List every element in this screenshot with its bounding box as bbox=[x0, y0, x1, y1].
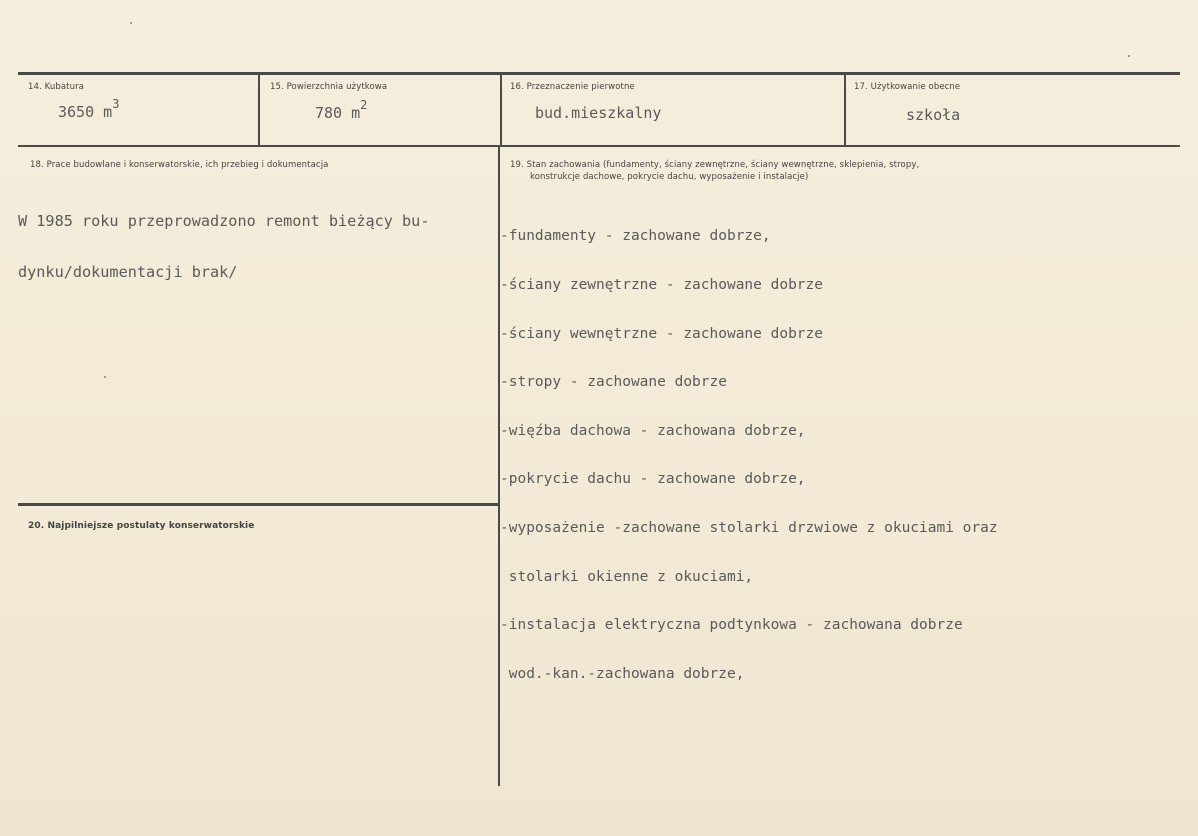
field-18-line: dynku/dokumentacji brak/ bbox=[18, 263, 238, 281]
field-19-line: stolarki okienne z okuciami, bbox=[500, 568, 754, 585]
field-19-line: -pokrycie dachu - zachowane dobrze, bbox=[500, 471, 806, 488]
field-20-label: 20. Najpilniejsze postulaty konserwatorskie bbox=[28, 521, 255, 531]
field-19-line: -fundamenty - zachowane dobrze, bbox=[500, 228, 771, 245]
field-19-line: -ściany wewnętrzne - zachowane dobrze bbox=[500, 325, 824, 342]
field-18-line: W 1985 roku przeprowadzono remont bieżący bu- bbox=[18, 212, 430, 230]
divider-16-17 bbox=[844, 74, 846, 146]
field-15-label: 15. Powierzchnia użytkowa bbox=[270, 82, 388, 92]
field-15-value: 780 $m^2$ bbox=[315, 98, 368, 122]
field-16-label: 16. Przeznaczenie pierwotne bbox=[510, 82, 635, 92]
field-19-line: wod.-kan.-zachowana dobrze, bbox=[500, 665, 745, 682]
field-19-line: -wyposażenie -zachowane stolarki drzwiowe z okuciami oraz bbox=[500, 520, 998, 537]
paper-speck bbox=[130, 22, 132, 24]
field-19-line: -stropy - zachowane dobrze bbox=[500, 374, 727, 391]
rule-field-20 bbox=[18, 503, 499, 506]
top-rule bbox=[18, 72, 1180, 75]
paper-speck bbox=[1128, 55, 1130, 57]
field-14-value: 3650 $m^3$ bbox=[58, 97, 120, 121]
field-19-line: -instalacja elektryczna podtynkowa - zachowana dobrze bbox=[500, 617, 963, 634]
field-19-line: -ściany zewnętrzne - zachowane dobrze bbox=[500, 277, 824, 294]
field-19-text bbox=[500, 196, 998, 715]
second-rule bbox=[18, 145, 1180, 147]
field-19-label-cont: konstrukcje dachowe, pokrycie dachu, wyposażenie i instalacje) bbox=[530, 172, 809, 182]
field-17-value: szkoła bbox=[906, 106, 961, 124]
divider-14-15 bbox=[258, 74, 260, 146]
field-14-label: 14. Kubatura bbox=[28, 82, 84, 92]
field-17-label: 17. Użytkowanie obecne bbox=[854, 82, 961, 92]
divider-15-16 bbox=[500, 74, 502, 146]
field-19-line: -więźba dachowa - zachowana dobrze, bbox=[500, 422, 806, 439]
paper-speck bbox=[104, 376, 106, 378]
field-18-text bbox=[18, 179, 429, 315]
field-18-label: 18. Prace budowlane i konserwatorskie, ich przebieg i dokumentacja bbox=[30, 160, 329, 170]
field-16-value: bud.mieszkalny bbox=[535, 104, 662, 122]
field-19-label: 19. Stan zachowania (fundamenty, ściany zewnętrzne, ściany wewnętrzne, sklepienia, stropy, bbox=[510, 160, 920, 170]
